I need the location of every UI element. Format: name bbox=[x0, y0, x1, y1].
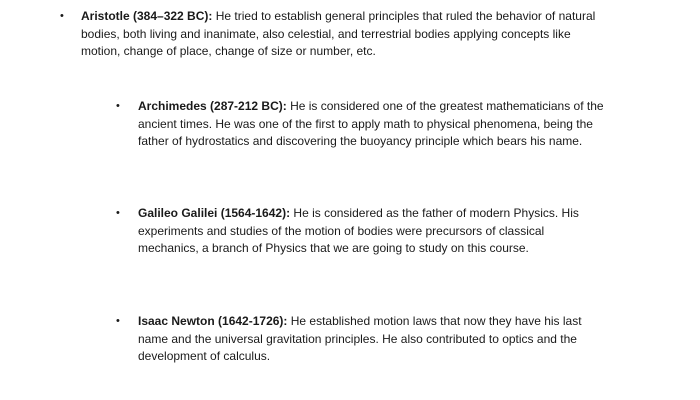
bullet-icon: • bbox=[116, 207, 120, 219]
list-item-aristotle bbox=[60, 8, 611, 61]
bullet-icon: • bbox=[116, 100, 120, 112]
bullet-icon: • bbox=[116, 315, 120, 327]
list-item-newton bbox=[116, 313, 608, 366]
person-name: Aristotle (384–322 BC): bbox=[81, 9, 213, 23]
list-item-text bbox=[81, 8, 611, 61]
list-item-text bbox=[138, 98, 608, 151]
person-description: He established motion laws that now they have his last name and the universal gravitation principles. He also contributed to optics and the development of calculus. bbox=[138, 314, 582, 363]
person-name: Archimedes (287-212 BC): bbox=[138, 99, 287, 113]
list-item-archimedes bbox=[116, 98, 608, 151]
person-name: Galileo Galilei (1564-1642): bbox=[138, 206, 291, 220]
person-description: He is considered as the father of modern Physics. His experiments and studies of the motion of bodies were precursors of classical mechanics, a branch of Physics that we are going to study on this course. bbox=[138, 206, 579, 255]
person-description: He is considered one of the greatest mathematicians of the ancient times. He was one of the first to apply math to physical phenomena, being the father of hydrostatics and discovering the buoyancy principle which bears his name. bbox=[138, 99, 604, 148]
person-description: He tried to establish general principles that ruled the behavior of natural bodies, both living and inanimate, also celestial, and terrestrial bodies applying concepts like motion, change of place, change of size or number, etc. bbox=[81, 9, 596, 58]
bullet-icon: • bbox=[60, 10, 64, 22]
person-name: Isaac Newton (1642-1726): bbox=[138, 314, 288, 328]
list-item-text bbox=[138, 313, 608, 366]
list-item-text bbox=[138, 205, 608, 258]
list-item-galileo bbox=[116, 205, 608, 258]
